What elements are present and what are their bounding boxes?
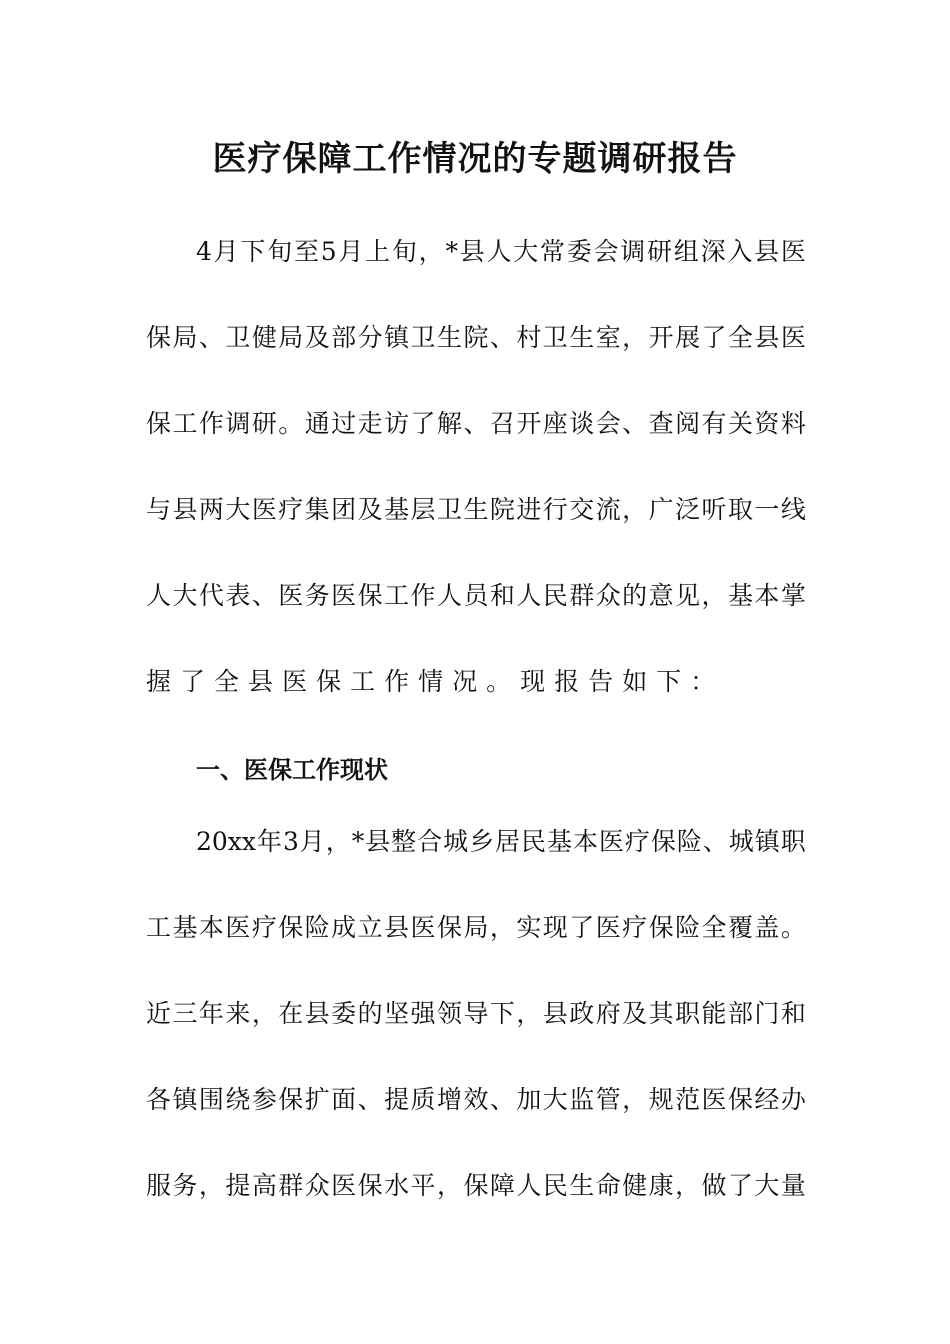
section-heading: 一、医保工作现状 [196,756,388,784]
paragraph-line: 保 局 、 卫 健 局 及 部 分 镇 卫 生 院 、 村 卫 生 室 ， 开 展 了 全 县 医 [146,323,806,352]
paragraph-line: 20xx 年 3 月 ， * 县 整 合 城 乡 居 民 基 本 医 疗 保 险 、 城 镇 职 [196,827,806,856]
paragraph-line: 近 三 年 来 ， 在 县 委 的 坚 强 领 导 下 ， 县 政 府 及 其 职 能 部 门 和 [146,999,806,1028]
paragraph-line: 各 镇 围 绕 参 保 扩 面 、 提 质 增 效 、 加 大 监 管 ， 规 范 医 保 经 办 [146,1085,806,1114]
document-title: 医疗保障工作情况的专题调研报告 [212,139,738,179]
paragraph-line: 与 县 两 大 医 疗 集 团 及 基 层 卫 生 院 进 行 交 流 ， 广 泛 听 取 一 线 [146,495,806,524]
paragraph-line: 握 了 全 县 医 保 工 作 情 况 。 现 报 告 如 下 ： [146,667,716,696]
paragraph-line: 服 务 ， 提 高 群 众 医 保 水 平 ， 保 障 人 民 生 命 健 康 ， 做 了 大 量 [146,1171,806,1200]
paragraph-line: 保 工 作 调 研 。 通 过 走 访 了 解 、 召 开 座 谈 会 、 查 阅 有 关 资 料 [146,409,806,438]
paragraph-line: 4 月 下 旬 至 5 月 上 旬 ， * 县 人 大 常 委 会 调 研 组 深 入 县 医 [196,237,806,266]
paragraph-line: 人 大 代 表 、 医 务 医 保 工 作 人 员 和 人 民 群 众 的 意 见 ， 基 本 掌 [146,581,806,610]
paragraph-line: 工 基 本 医 疗 保 险 成 立 县 医 保 局 ， 实 现 了 医 疗 保 险 全 覆 盖 。 [146,913,806,942]
